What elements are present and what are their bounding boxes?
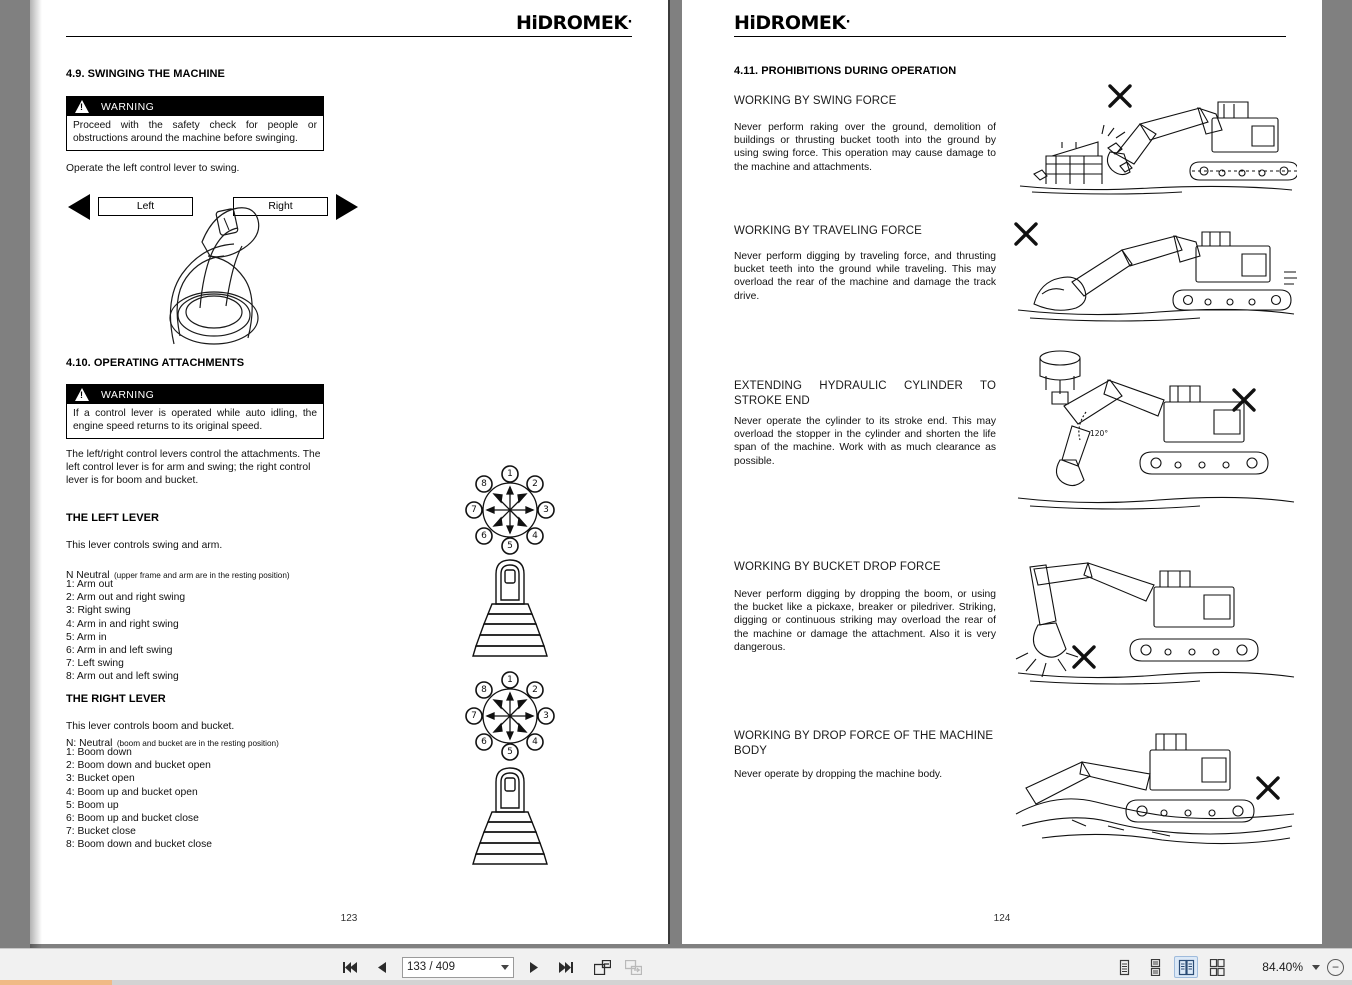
svg-text:7: 7 [471,711,477,721]
hidromek-logo: HiDROMEK· [734,12,851,34]
warning-text: If a control lever is operated while auto idling, the engine speed returns to its original speed. [73,408,317,433]
svg-text:1: 1 [507,469,513,479]
illustration-bucket-drop [1012,555,1297,690]
hidromek-logo: HiDROMEK· [515,12,632,34]
page-number-left: 123 [340,913,358,924]
attachments-intro-text: The left/right control levers control the attachments. The left control lever is for arm and swing; the right control lever is for boom and bucket. [66,449,321,487]
block-title-swing-force: WORKING BY SWING FORCE [734,95,897,107]
svg-text:2: 2 [532,479,538,489]
right-lever-dial-diagram [438,668,598,873]
single-page-icon [1117,959,1132,976]
list-item: 3: Bucket open [66,773,135,785]
open-file-icon [594,960,611,975]
list-item: 1: Arm out [66,579,113,590]
block-title-bucket-drop: WORKING BY BUCKET DROP FORCE [734,561,941,573]
warning-triangle-icon [75,388,89,401]
view-mode-single-page[interactable] [1112,956,1136,978]
list-item: 6: Arm in and left swing [66,645,173,657]
illustration-swing-force [1012,78,1297,200]
document-page-left [30,0,670,944]
list-item: 7: Left swing [66,658,124,670]
left-lever-position-list [66,578,185,684]
next-page-button[interactable] [523,956,545,978]
open-file-button[interactable] [591,956,613,978]
swing-left-label: Left [98,197,193,216]
right-lever-neutral-note: (boom and bucket are in the resting position) [116,739,279,748]
view-and-zoom-group [1112,956,1344,978]
chevron-down-icon[interactable] [501,965,509,970]
warning-text: Proceed with the safety check for people or obstructions around the machine before swinging. [73,120,317,145]
section-heading-4-10: 4.10. OPERATING ATTACHMENTS [66,357,245,369]
svg-text:4: 4 [532,531,538,541]
list-item: 4: Arm in and right swing [66,618,179,630]
warning-label: WARNING [101,100,155,113]
svg-text:7: 7 [471,505,477,515]
list-item: 2: Arm out and right swing [66,592,186,604]
page-header-right [734,12,1286,37]
block-body-machine-body-drop: Never operate by dropping the machine body. [734,769,943,780]
status-strip [0,980,1352,985]
left-lever-neutral: N Neutral [66,570,110,581]
illustration-traveling-force [1012,212,1297,327]
last-page-icon [557,961,573,974]
section-heading-4-11: 4.11. PROHIBITIONS DURING OPERATION [734,65,957,77]
arrow-left-icon [68,194,90,220]
list-item: 7: Bucket close [66,826,136,838]
right-lever-neutral: N: Neutral [66,738,113,749]
left-lever-dial-diagram [438,462,598,662]
block-body-traveling-force: Never perform digging by traveling force, and thrusting bucket teeth into the ground while traveling. This may overload the rear of the machine and damage the track drive. [734,251,996,302]
section-heading-4-9: 4.9. SWINGING THE MACHINE [66,68,225,80]
continuous-scroll-icon [1148,959,1163,976]
left-lever-neutral-note: (upper frame and arm are in the resting position) [113,571,290,580]
page-number-value: 133 / 409 [407,961,455,973]
list-item: 1: Boom down [66,747,132,758]
list-item: 8: Arm out and left swing [66,671,179,683]
block-body-stroke-end: Never operate the cylinder to its stroke end. This may overload the stopper in the cylinder and shorten the life span of the machine. Work with as much clearance as possible. [734,416,996,467]
block-title-traveling-force: WORKING BY TRAVELING FORCE [734,225,922,237]
previous-page-button[interactable] [371,956,393,978]
svg-text:5: 5 [507,747,513,757]
left-lever-description: This lever controls swing and arm. [66,540,223,551]
two-page-continuous-icon [1209,959,1226,976]
svg-text:6: 6 [481,531,487,541]
list-item: 2: Boom down and bucket open [66,760,211,772]
view-mode-two-page[interactable] [1174,956,1198,978]
view-mode-two-page-continuous[interactable] [1205,956,1229,978]
list-item: 3: Right swing [66,605,131,617]
previous-page-icon [375,961,389,974]
warning-label: WARNING [101,388,155,401]
right-lever-position-list [66,746,212,852]
svg-text:8: 8 [481,685,487,695]
block-title-stroke-end: EXTENDING HYDRAULIC CYLINDER TO STROKE END [734,380,996,407]
first-page-icon [343,961,359,974]
viewport-right-gutter [1322,0,1352,948]
save-file-icon [625,960,642,975]
zoom-out-button[interactable]: − [1327,959,1344,976]
list-item: 5: Boom up [66,799,119,811]
document-page-right [682,0,1322,944]
list-item: 6: Boom up and bucket close [66,813,199,825]
arrow-right-icon [336,194,358,220]
next-page-icon [527,961,541,974]
svg-text:4: 4 [532,737,538,747]
view-mode-continuous-scroll[interactable] [1143,956,1167,978]
list-item: 4: Boom up and bucket open [66,786,198,798]
two-page-icon [1178,959,1195,976]
angle-annotation: 120° [1090,429,1109,438]
block-body-bucket-drop: Never perform digging by dropping the boom, or using the bucket like a pickaxe, breaker or piledriver. Striking, digging or continuous striking may overload the rear of the machine or damage the attachment. Also it is very dangerous. [734,589,996,653]
viewport-left-gutter [0,0,30,948]
swing-intro-text: Operate the left control lever to swing. [66,163,240,174]
last-page-button[interactable] [554,956,576,978]
svg-text:3: 3 [543,505,549,515]
list-item: 5: Arm in [66,631,107,643]
page-header-left [66,12,632,37]
left-lever-title: THE LEFT LEVER [66,512,159,524]
svg-text:1: 1 [507,675,513,685]
illustration-machine-body-drop [1012,720,1297,855]
page-number-input[interactable] [402,957,514,978]
right-lever-description: This lever controls boom and bucket. [66,721,235,732]
zoom-dropdown-chevron-icon[interactable] [1312,965,1320,970]
save-file-button[interactable] [622,956,644,978]
warning-triangle-icon [75,100,89,113]
block-title-machine-body-drop: WORKING BY DROP FORCE OF THE MACHINE BODY [734,730,994,757]
right-lever-title: THE RIGHT LEVER [66,693,166,705]
illustration-stroke-end [1012,340,1297,515]
swing-joystick-illustration [130,196,300,346]
list-item: 8: Boom down and bucket close [66,839,212,851]
page-number-right: 124 [993,913,1011,924]
warning-box-attachments [66,384,324,439]
block-body-swing-force: Never perform raking over the ground, demolition of buildings or thrusting bucket tooth into the ground by using swing force. This operation may cause damage to the machine and attachments. [734,122,996,173]
svg-text:8: 8 [481,479,487,489]
svg-text:6: 6 [481,737,487,747]
swing-right-label: Right [233,197,328,216]
svg-text:2: 2 [532,685,538,695]
svg-text:5: 5 [507,541,513,551]
first-page-button[interactable] [340,956,362,978]
zoom-level-value: 84.40% [1262,960,1303,974]
svg-text:3: 3 [543,711,549,721]
warning-box-swinging [66,96,324,151]
download-progress-indicator [0,980,112,985]
page-navigation-group [340,956,644,978]
